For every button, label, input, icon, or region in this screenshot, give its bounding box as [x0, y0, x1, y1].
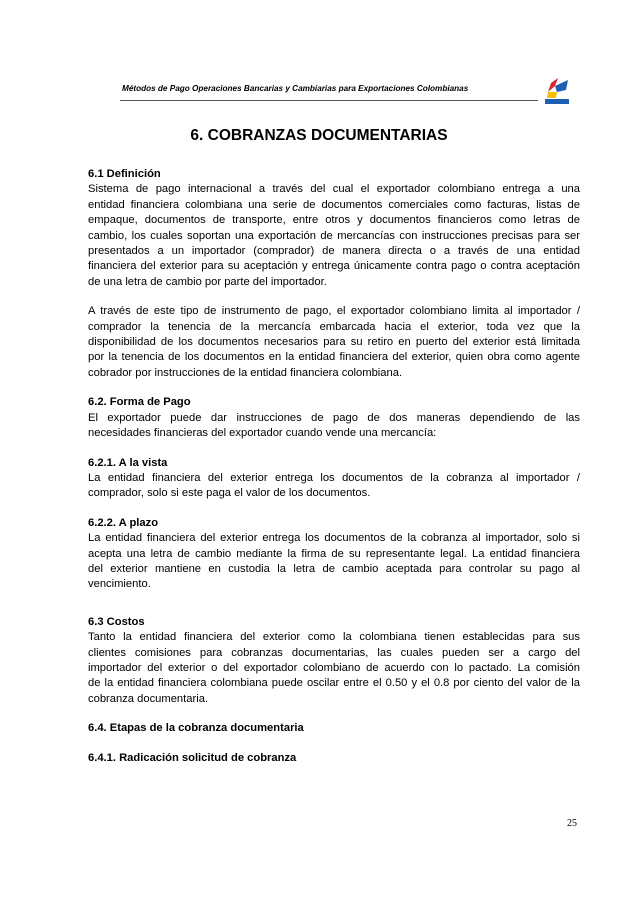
text-line: entidad financiera colombiana una serie de documentos comerciales como facturas, listas de — [88, 198, 580, 211]
text-line: acepta una letra de cambio mediante la firma de su representante legal. La entidad financiera — [88, 547, 580, 560]
text-line: El exportador puede dar instrucciones de pago de dos maneras dependiendo de las — [88, 411, 580, 424]
section-title-6-4: 6.4. Etapas de la cobranza documentaria — [88, 722, 304, 735]
text-line: de la entidad financiera colombiana puede oscilar entre el 0.50 y el 0.8 por ciento del valor de la — [88, 677, 580, 690]
chapter-title: 6. COBRANZAS DOCUMENTARIAS — [190, 127, 448, 144]
paragraph-costos — [88, 630, 580, 707]
text-line: vencimiento. — [88, 578, 151, 591]
document-body — [88, 167, 580, 766]
text-line: financiera del exterior para su aceptación y entrega únicamente contra pago o contra aceptación — [88, 260, 580, 273]
text-line: clientes comisiones para cobranzas documentarias, las cuales pueden ser a cargo del — [88, 646, 580, 659]
section-title-6-2-1: 6.2.1. A la vista — [88, 456, 168, 469]
section-title-6-2: 6.2. Forma de Pago — [88, 396, 191, 409]
page-number: 25 — [567, 818, 577, 829]
text-line: La entidad financiera del exterior entrega los documentos de la cobranza al importador, solo si — [88, 532, 580, 545]
section-title-6-2-2: 6.2.2. A plazo — [88, 516, 159, 529]
text-line: cobrador por instrucciones de la entidad financiera colombiana. — [88, 366, 403, 379]
section-title-6-3: 6.3 Costos — [88, 615, 145, 628]
paragraph-definicion-1 — [88, 182, 580, 290]
text-line: importador del exterior o del exportador colombiano de acuerdo con lo pactado. La comisión — [88, 661, 580, 674]
paragraph-a-plazo — [88, 531, 580, 593]
text-line: de una letra de cambio por parte del importador. — [88, 275, 327, 288]
text-line: cobranza documentaria. — [88, 692, 209, 705]
text-line: disponibilidad de los documentos necesarios para su retiro en puerto del exterior está limitada — [88, 336, 580, 349]
paragraph-definicion-2 — [88, 304, 580, 381]
text-line: Tanto la entidad financiera del exterior como la colombiana tienen establecidas para sus — [88, 631, 580, 644]
proexport-colombia-logo-icon — [542, 76, 572, 106]
section-title-6-1: 6.1 Definición — [88, 168, 161, 180]
text-line: comprador, solo si este paga el valor de los documentos. — [88, 487, 371, 500]
paragraph-forma-de-pago — [88, 411, 580, 442]
running-header-title: Métodos de Pago Operaciones Bancarias y Cambiarias para Exportaciones Colombianas — [122, 84, 469, 93]
text-line: A través de este tipo de instrumento de pago, el exportador colombiano limita al importador / — [88, 305, 580, 318]
text-line: del exterior mantiene en custodia la letra de cambio aceptada para controlar su pago al — [88, 562, 580, 575]
text-line: empaque, documentos de transporte, entre otros y documentos financieros como letras de — [88, 214, 580, 227]
text-line: por la tenencia de los documentos en la entidad financiera del exterior, quien obra como agente — [88, 351, 580, 364]
text-line: presentados a un importador (comprador) de manera directa o a través de una entidad — [88, 245, 580, 258]
text-line: necesidades financieras del exportador cuando vende una mercancía: — [88, 427, 437, 440]
text-line: cambio, los cuales soportan una exportación de mercancías con instrucciones precisas para ser — [88, 229, 580, 242]
text-line: Sistema de pago internacional a través del cual el exportador colombiano entrega a una — [88, 183, 580, 196]
section-title-6-4-1: 6.4.1. Radicación solicitud de cobranza — [88, 751, 297, 764]
header-divider — [120, 100, 538, 101]
text-line: comprador la tenencia de la mercancía embarcada hacia el exterior, toda vez que la — [88, 320, 580, 333]
text-line: La entidad financiera del exterior entrega los documentos de la cobranza al importador / — [88, 471, 580, 484]
paragraph-a-la-vista — [88, 471, 580, 502]
